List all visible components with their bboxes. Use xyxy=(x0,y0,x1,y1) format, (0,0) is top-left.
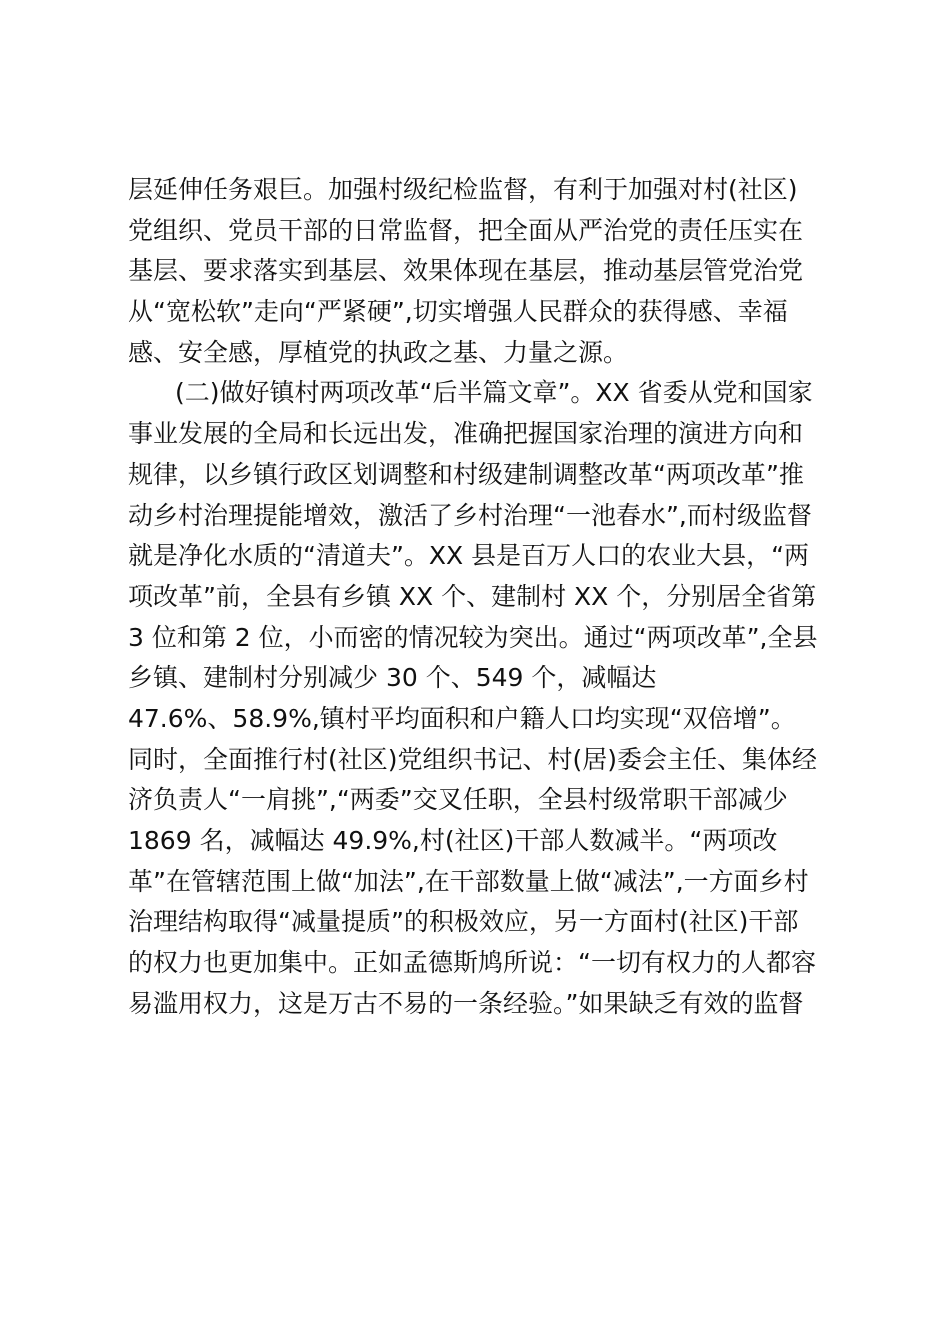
text-line: 基层、要求落实到基层、效果体现在基层，推动基层管党治党 xyxy=(128,256,804,286)
text-line: 1869 名，减幅达 49.9%,村(社区)干部人数减半。“两项改 xyxy=(128,826,778,855)
text-line: 党组织、党员干部的日常监督，把全面从严治党的责任压实在 xyxy=(128,215,804,245)
text-line: 感、安全感，厚植党的执政之基、力量之源。 xyxy=(128,337,629,367)
text-line: 从“宽松软”走向“严紧硬”,切实增强人民群众的获得感、幸福 xyxy=(128,297,788,327)
text-line: 规律，以乡镇行政区划调整和村级建制调整改革“两项改革”推 xyxy=(128,459,804,489)
text-line: 项改革”前，全县有乡镇 XX 个、建制村 XX 个，分别居全省第 xyxy=(128,581,817,611)
text-line: 革”在管辖范围上做“加法”,在干部数量上做“减法”,一方面乡村 xyxy=(128,866,809,896)
text-line: 47.6%、58.9%,镇村平均面积和户籍人口均实现“双倍增”。 xyxy=(128,703,796,733)
text-line: 济负责人“一肩挑”,“两委”交叉任职，全县村级常职干部减少 xyxy=(128,785,788,815)
text-line: 3 位和第 2 位，小而密的情况较为突出。通过“两项改革”,全县 xyxy=(128,622,818,652)
text-line: 就是净化水质的“清道夫”。XX 县是百万人口的农业大县，“两 xyxy=(128,541,810,571)
text-line: 易滥用权力，这是万古不易的一条经验。”如果缺乏有效的监督 xyxy=(128,988,804,1018)
text-line: 事业发展的全局和长远出发，准确把握国家治理的演进方向和 xyxy=(128,419,804,449)
text-line: 的权力也更加集中。正如孟德斯鸠所说：“一切有权力的人都容 xyxy=(128,948,816,978)
text-line: 同时，全面推行村(社区)党组织书记、村(居)委会主任、集体经 xyxy=(128,744,818,774)
text-line: 治理结构取得“减量提质”的积极效应，另一方面村(社区)干部 xyxy=(128,907,799,937)
section-heading-line: (二)做好镇村两项改革“后半篇文章”。XX 省委从党和国家 xyxy=(175,378,813,408)
text-line: 层延伸任务艰巨。加强村级纪检监督，有利于加强对村(社区) xyxy=(128,175,798,204)
text-line: 动乡村治理提能增效，激活了乡村治理“一池春水”,而村级监督 xyxy=(128,500,812,530)
body-text xyxy=(128,170,838,1024)
text-line: 乡镇、建制村分别减少 30 个、549 个，减幅达 xyxy=(128,663,657,693)
